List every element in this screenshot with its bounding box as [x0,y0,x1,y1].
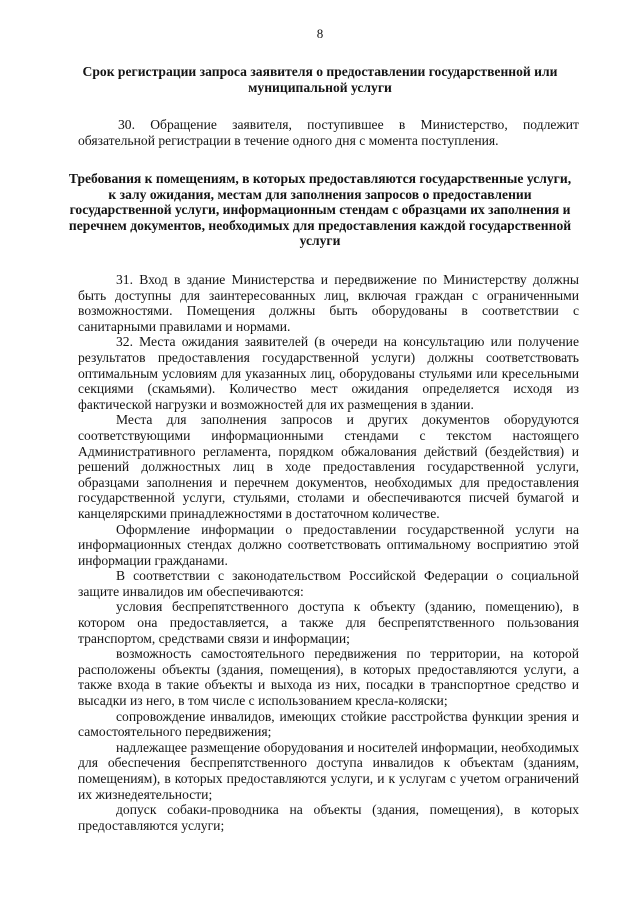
paragraph-forms-places: Места для заполнения запросов и других документов оборудуются соответствующими информационными стендами с текстом настоящего Административного регламента, порядком обжалования действий (бездействия) и решений должностных лиц в ходе предоставления государственной услуги, образцами заполнения и перечнем документов, необходимых для предоставления государственной услуги, стульями, столами и обеспечиваются писчей бумагой и канцелярскими принадлежностями в достаточном количестве. [78,412,579,521]
paragraph-30: 30. Обращение заявителя, поступившее в Министерство, подлежит обязательной регистрации в течение одного дня с момента поступления. [78,117,579,148]
list-item-access-conditions: условия беспрепятственного доступа к объекту (зданию, помещению), в котором она предоставляется, а также для беспрепятственного пользования транспортом, средствами связи и информации; [78,599,579,646]
paragraph-32: 32. Места ожидания заявителей (в очереди на консультацию или получение результатов предоставления государственной услуги) должны соответствовать оптимальным условиям для указанных лиц, оборудованы стульями или кресельными секциями (скамьями). Количество мест ожидания определяется исходя из фактической нагрузки и возможностей для их размещения в здании. [78,334,579,412]
list-item-guide-dog: допуск собаки-проводника на объекты (здания, помещения), в которых предоставляются услуги; [78,802,579,833]
section-heading-premises: Требования к помещениям, в которых предоставляются государственные услуги, к залу ожидания, местам для заполнения запросов о предоставлении государственной услуги, информационным стендам с образцами их заполнения и перечнем документов, необходимых для предоставления каждой государственной услуги [68,171,572,249]
paragraph-info-stands: Оформление информации о предоставлении государственной услуги на информационных стендах должно соответствовать оптимальному восприятию этой информации гражданами. [78,521,579,568]
paragraph-disabled-intro: В соответствии с законодательством Российской Федерации о социальной защите инвалидов им обеспечиваются: [78,568,579,599]
page-number: 8 [316,26,324,41]
body-block-premises [78,272,579,833]
paragraph-31: 31. Вход в здание Министерства и передвижение по Министерству должны быть доступны для заинтересованных лиц, включая граждан с ограниченными возможностями. Помещения должны быть оборудованы в соответствии с санитарными правилами и нормами. [78,272,579,334]
list-item-escort: сопровождение инвалидов, имеющих стойкие расстройства функции зрения и самостоятельного передвижения; [78,708,579,740]
list-item-independent-movement: возможность самостоятельного передвижения по территории, на которой расположены объекты (здания, помещения), в которых предоставляются услуги, а также входа в такие объекты и выхода из них, посадки в транспортное средство и высадки из него, в том числе с использованием кресла-коляски; [78,646,579,709]
list-item-equipment-placement: надлежащее размещение оборудования и носителей информации, необходимых для обеспечения беспрепятственного доступа инвалидов к объектам (зданиям, помещениям), в которых предоставляются услуги, и к услугам с учетом ограничений их жизнедеятельности; [78,739,579,802]
section-heading-registration: Срок регистрации запроса заявителя о предоставлении государственной или муниципальной услуги [82,64,558,95]
body-block-registration [78,117,579,148]
